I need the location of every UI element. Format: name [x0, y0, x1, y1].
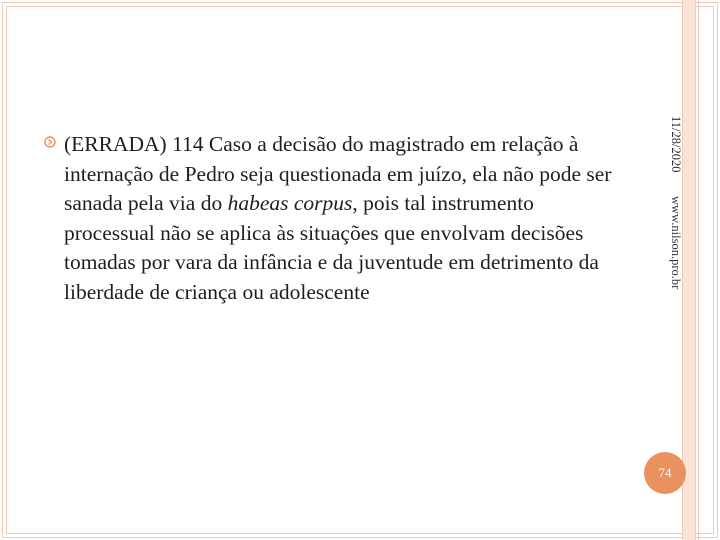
slide-date: 11/28/2020: [669, 116, 683, 173]
bullet-text-part2: , pois tal instrumento processual não se aplica às situações que envolvam decisões tomadas por vara da infância e da juventude em detrimento da liberdade de criança ou adolescente: [64, 191, 599, 304]
bullet-item: [44, 130, 624, 307]
decorative-side-line: [698, 0, 699, 540]
arrow-bullet-icon: [44, 130, 64, 148]
bullet-text: [64, 130, 624, 307]
website-footer: www.nilson.pro.br: [669, 196, 683, 290]
bullet-text-part1: (ERRADA) 114 Caso a decisão do magistrado em relação à internação de Pedro seja questionada em juízo, ela não pode ser sanada pela via do: [64, 132, 612, 215]
slide-content: [44, 130, 624, 307]
bullet-text-italic: habeas corpus: [227, 191, 353, 215]
decorative-side-band: [682, 0, 696, 540]
page-number: 74: [658, 465, 672, 480]
page-number-badge: [644, 452, 686, 494]
